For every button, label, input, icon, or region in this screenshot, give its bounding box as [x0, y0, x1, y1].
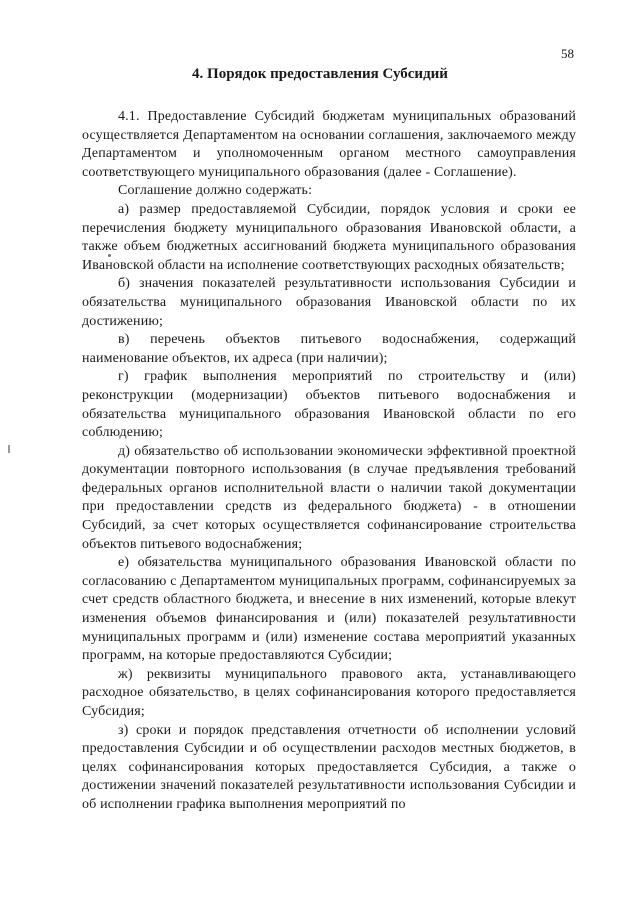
paragraph-item-g: г) график выполнения мероприятий по строительству и (или) реконструкции (модернизации) объектов питьевого водоснабжения и обязательства муниципального образования Ивановской области по его соблюдению;: [82, 369, 576, 441]
paragraph-item-b: б) значения показателей результативности использования Субсидии и обязательства муниципального образования Ивановской области по их достижению;: [82, 276, 576, 329]
scan-artifact-dot: [108, 254, 111, 257]
paragraph-agreement-intro: Соглашение должно содержать:: [118, 183, 313, 199]
paragraph-item-zh: ж) реквизиты муниципального правового акта, устанавливающего расходное обязательство, в целях софинансирования которого предоставляется Субсидия;: [82, 666, 576, 719]
page-number: 58: [561, 46, 574, 61]
paragraph-item-d: д) обязательство об использовании экономически эффективной проектной документации повторного использования (в случае предъявления требований федеральных органов исполнительной власти о наличии такой документации при предоставлении средств из федерального бюджета) - в отношении Субсидий, за счет которых осуществляется софинансирование строительства объектов питьевого водоснабжения;: [82, 443, 576, 552]
scan-artifact-mark: [8, 445, 10, 453]
document-body: [82, 108, 576, 815]
paragraph-item-z: з) сроки и порядок представления отчетности об исполнении условий предоставления Субсидии и об осуществлении расходов местных бюджетов, в целях софинансирования которых предоставляется Субсидия, а также о достижении значений показателей результативности использования Субсидии и об исполнении графика выполнения мероприятий по: [82, 722, 576, 812]
section-heading: 4. Порядок предоставления Субсидий: [192, 66, 448, 82]
paragraph-item-e: е) обязательства муниципального образования Ивановской области по согласованию с Департаментом муниципальных программ, софинансируемых за счет средств областного бюджета, и внесение в них изменений, которые влекут изменения объемов финансирования и (или) показателей результативности муниципальных программ и (или) изменение состава мероприятий указанных программ, на которые предоставляются Субсидии;: [82, 555, 576, 664]
paragraph-item-a: а) размер предоставляемой Субсидии, порядок условия и сроки ее перечисления бюджету муниципального образования Ивановской области, а также объем бюджетных ассигнований бюджета муниципального образования Ивановской области на исполнение соответствующих расходных обязательств;: [82, 201, 576, 273]
paragraph-4-1: 4.1. Предоставление Субсидий бюджетам муниципальных образований осуществляется Департаментом на основании соглашения, заключаемого между Департаментом и уполномоченным органом местного самоуправления соответствующего муниципального образования (далее - Соглашение).: [82, 109, 576, 180]
paragraph-item-v: в) перечень объектов питьевого водоснабжения, содержащий наименование объектов, их адреса (при наличии);: [82, 332, 576, 366]
